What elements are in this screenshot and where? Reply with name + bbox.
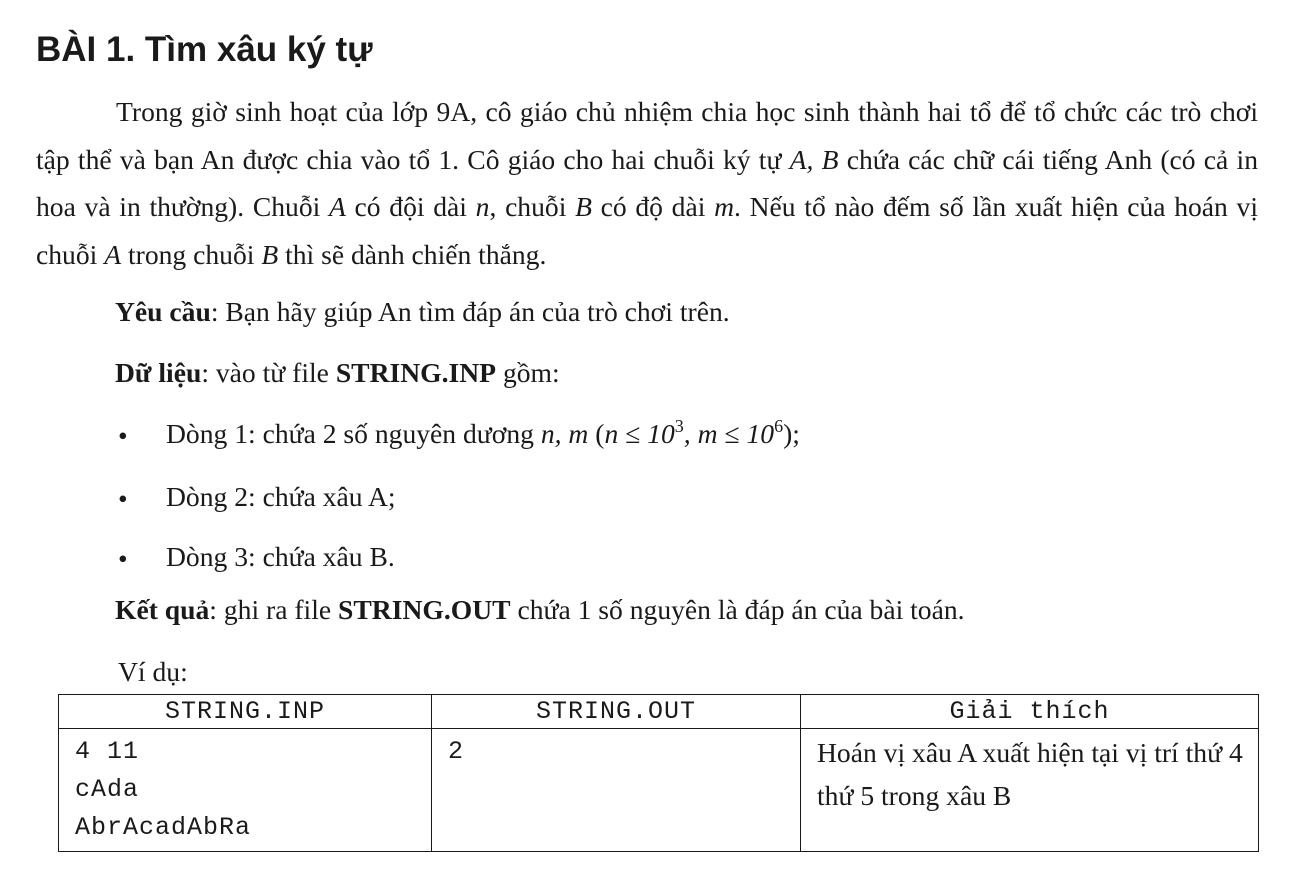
math-a-b: A, B: [789, 143, 839, 175]
bullet-3-dot: •: [118, 543, 128, 574]
input-spec-line: [115, 353, 560, 393]
input-line-2: cAda: [75, 775, 140, 804]
requirement-text: : Bạn hãy giúp An tìm đáp án của trò chơi trên.: [210, 296, 730, 327]
math-b-2: B: [261, 238, 279, 270]
intro-text-4: , chuỗi: [489, 191, 576, 222]
intro-text-1: Trong giờ sinh hoạt của lớp 9A, cô giáo chủ nhiệm chia học sinh thành hai tổ để tổ chức các trò chơi tập thể và bạn An được chia vào tổ 1. Cô giáo cho hai chuỗi ký tự: [36, 96, 1258, 175]
header-explanation: Giải thích: [801, 695, 1259, 729]
output-text-2: chứa 1 số nguyên là đáp án của bài toán.: [510, 594, 965, 625]
bullet-2-dot: •: [118, 483, 128, 514]
bullet-2-text: Dòng 2: chứa xâu A;: [166, 481, 396, 512]
intro-text-6: . Nếu tổ nào đếm số lần xuất hiện của hoán vị chuỗi: [36, 191, 1259, 270]
bullet-1-vars: n, m: [540, 418, 589, 449]
bullet-1-exp-6: 6: [774, 416, 784, 436]
header-string-out: STRING.OUT: [432, 695, 801, 729]
bullet-1-prefix: Dòng 1: chứa 2 số nguyên dương: [166, 418, 541, 449]
input-filename: STRING.INP: [335, 357, 497, 388]
bullet-3-text: Dòng 3: chứa xâu B.: [166, 541, 395, 572]
bullet-1-close: );: [783, 418, 800, 449]
input-label: Dữ liệu: [115, 357, 202, 388]
bullet-1-dot: •: [118, 420, 128, 451]
bullet-1-open: (: [588, 418, 605, 449]
explanation-cell: [801, 729, 1259, 852]
output-text-1: : ghi ra file: [209, 594, 339, 625]
intro-text-3: có đội dài: [345, 191, 476, 222]
input-text-1: : vào từ file: [201, 357, 336, 388]
output-cell: [432, 729, 801, 852]
output-label: Kết quả: [115, 594, 210, 625]
requirement-line: [115, 292, 730, 332]
input-text-2: gồm:: [496, 357, 560, 388]
math-m: m: [714, 191, 735, 222]
intro-text-7: trong chuỗi: [121, 238, 262, 270]
bullet-1-constraint-m: , m ≤ 10: [683, 418, 775, 449]
math-n: n: [475, 191, 490, 222]
output-filename: STRING.OUT: [338, 594, 511, 625]
problem-description: [36, 88, 1258, 278]
bullet-1-constraint-n: n ≤ 10: [604, 418, 675, 449]
problem-title: BÀI 1. Tìm xâu ký tự: [36, 30, 373, 69]
intro-text-2: chứa các chữ cái tiếng Anh (có cả in hoa và in thường). Chuỗi: [36, 143, 1258, 222]
math-a-2: A: [104, 238, 122, 270]
table-header-row: [59, 695, 1259, 729]
intro-text-8: thì sẽ dành chiến thắng.: [278, 238, 547, 270]
bullet-1-exp-3: 3: [674, 416, 684, 436]
bullet-1-text: [166, 414, 800, 454]
output-spec-line: [115, 590, 965, 630]
intro-text-5: có độ dài: [591, 191, 715, 222]
math-a: A: [329, 191, 346, 222]
table-row: [59, 729, 1259, 852]
input-line-1: 4 11: [75, 737, 140, 766]
header-string-inp: STRING.INP: [59, 695, 432, 729]
input-cell: [59, 729, 432, 852]
example-label: Ví dụ:: [118, 656, 188, 687]
example-table: [58, 694, 1259, 852]
math-b: B: [575, 191, 592, 222]
requirement-label: Yêu cầu: [115, 296, 211, 327]
input-line-3: AbrAcadAbRa: [75, 813, 252, 842]
output-value: 2: [448, 737, 465, 766]
explanation-text: Hoán vị xâu A xuất hiện tại vị trí thứ 4 thứ 5 trong xâu B: [817, 737, 1243, 811]
